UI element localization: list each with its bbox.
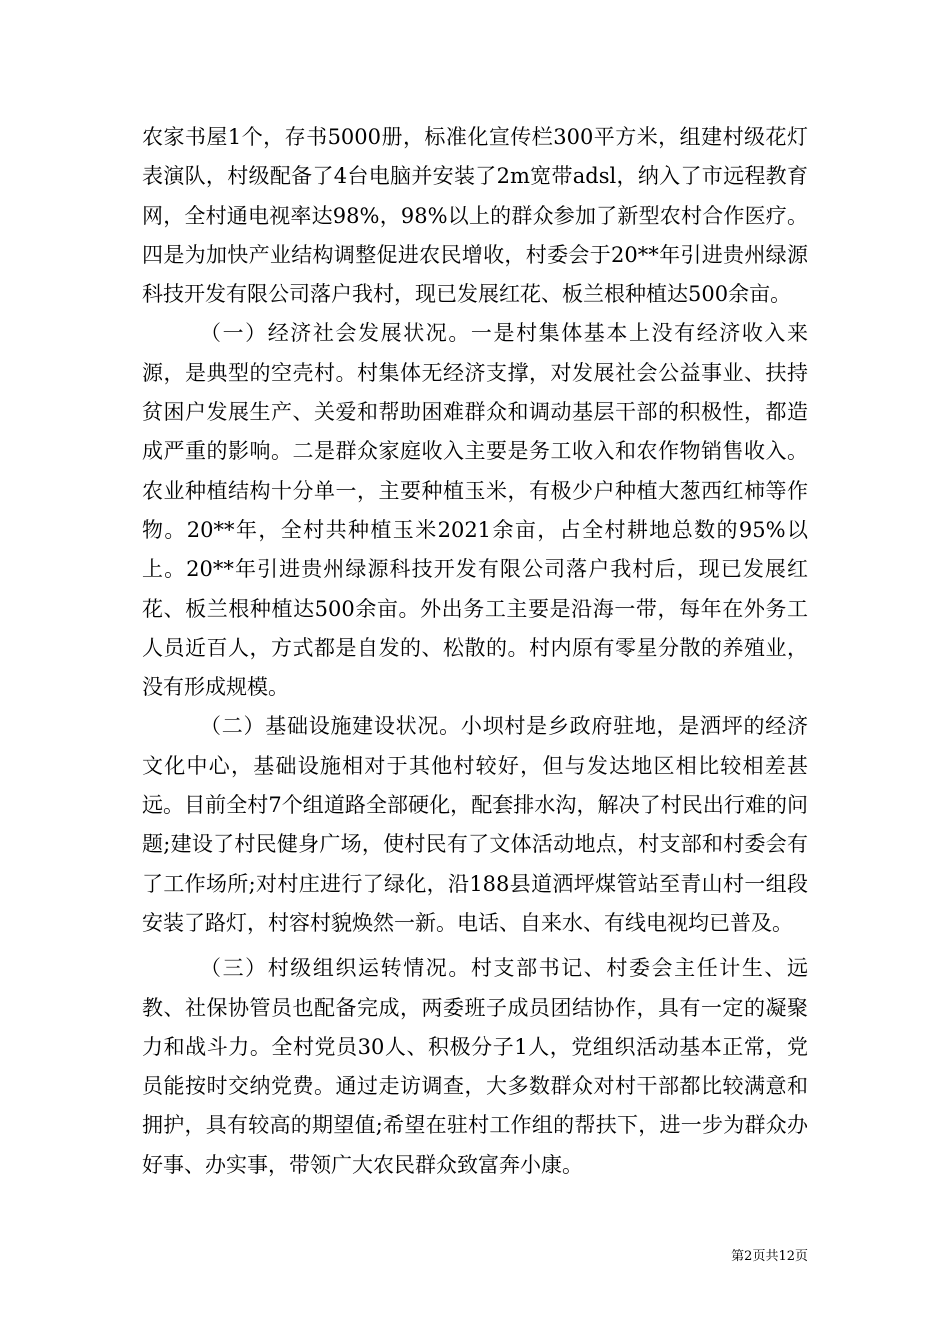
paragraph-continued: 农家书屋1个，存书5000册，标准化宣传栏300平方米，组建村级花灯表演队，村级配备了4台电脑并安装了2m宽带adsl，纳入了市远程教育网，全村通电视率达98%，98%以上的群众参加了新型农村合作医疗。四是为加快产业结构调整促进农民增收，村委会于20**年引进贵州绿源科技开发有限公司落户我村，现已发展红花、板兰根种植达500余亩。: [142, 125, 808, 307]
paragraph-organization-status: （三）村级组织运转情况。村支部书记、村委会主任计生、远教、社保协管员也配备完成，两委班子成员团结协作，具有一定的凝聚力和战斗力。全村党员30人、积极分子1人，党组织活动基本正常，党员能按时交纳党费。通过走访调查，大多数群众对村干部都比较满意和拥护，具有较高的期望值;希望在驻村工作组的帮扶下，进一步为群众办好事、办实事，带领广大农民群众致富奔小康。: [142, 956, 808, 1177]
document-body: [142, 118, 808, 1185]
paragraph-economic-status: （一）经济社会发展状况。一是村集体基本上没有经济收入来源，是典型的空壳村。村集体无经济支撑，对发展社会公益事业、扶持贫困户发展生产、关爱和帮助困难群众和调动基层干部的积极性，都造成严重的影响。二是群众家庭收入主要是务工收入和农作物销售收入。农业种植结构十分单一，主要种植玉米，有极少户种植大葱西红柿等作物。20**年，全村共种植玉米2021余亩，占全村耕地总数的95%以上。20**年引进贵州绿源科技开发有限公司落户我村后，现已发展红花、板兰根种植达500余亩。外出务工主要是沿海一带，每年在外务工人员近百人，方式都是自发的、松散的。村内原有零星分散的养殖业，没有形成规模。: [142, 321, 808, 700]
page-number-footer: 第2页共12页: [731, 1249, 808, 1264]
paragraph-infrastructure-status: （二）基础设施建设状况。小坝村是乡政府驻地，是洒坪的经济文化中心，基础设施相对于其他村较好，但与发达地区相比较相差甚远。目前全村7个组道路全部硬化，配套排水沟，解决了村民出行难的问题;建设了村民健身广场，使村民有了文体活动地点，村支部和村委会有了工作场所;对村庄进行了绿化，沿188县道洒坪煤管站至青山村一组段安装了路灯，村容村貌焕然一新。电话、自来水、有线电视均已普及。: [142, 714, 808, 935]
